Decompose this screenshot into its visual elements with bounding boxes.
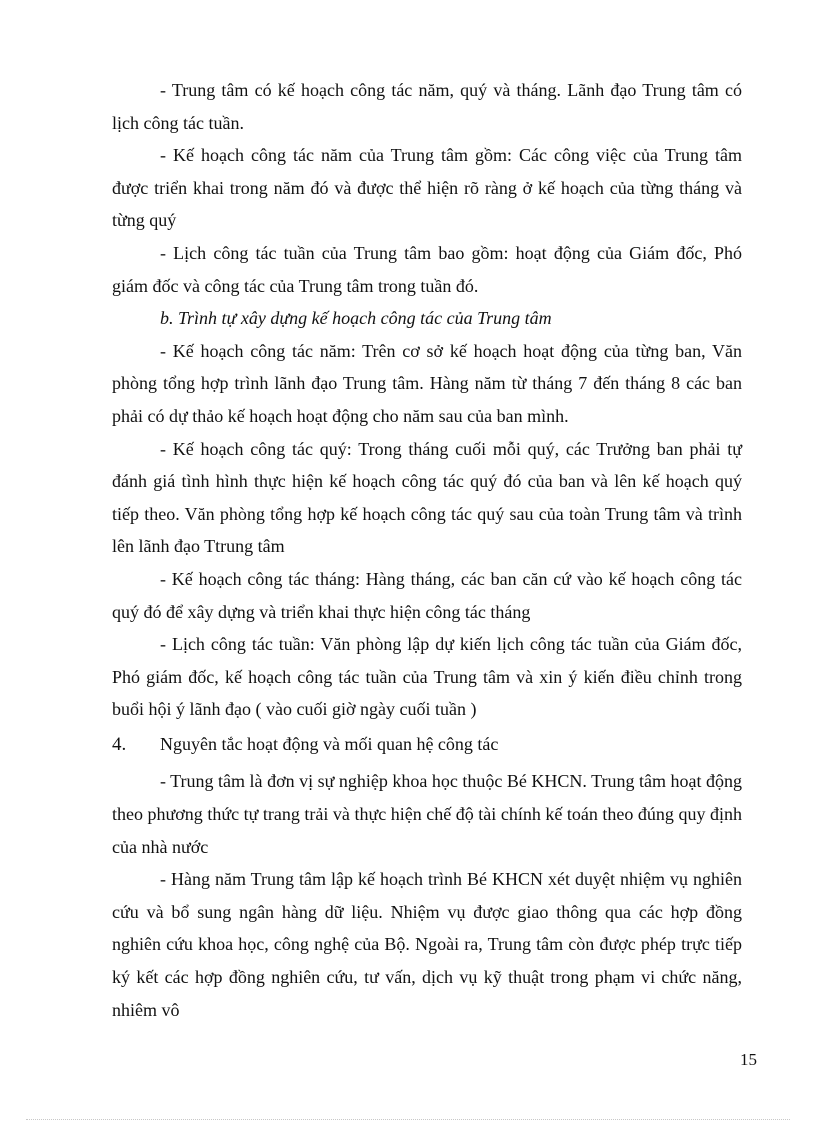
paragraph-annual-plan: - Kế hoạch công tác năm của Trung tâm gồm: Các công việc của Trung tâm được triển khai trong năm đó và được thể hiện rõ ràng ở kế hoạch của từng tháng và từng quý bbox=[112, 145, 742, 231]
paragraph-weekly-schedule: - Lịch công tác tuần của Trung tâm bao gồm: hoạt động của Giám đốc, Phó giám đốc và công tác của Trung tâm trong tuần đó. bbox=[112, 242, 742, 296]
document-page bbox=[112, 74, 742, 1026]
paragraph-operating-principle: - Trung tâm là đơn vị sự nghiệp khoa học thuộc Bé KHCN. Trung tâm hoạt động theo phương thức tự trang trải và thực hiện chế độ tài chính kế toán theo đúng quy định của nhà nước bbox=[112, 771, 742, 857]
page-bottom-divider bbox=[26, 1119, 790, 1120]
paragraph-annual-plan-procedure: - Kế hoạch công tác năm: Trên cơ sở kế hoạch hoạt động của từng ban, Văn phòng tổng hợp trình lãnh đạo Trung tâm. Hàng năm từ tháng 7 đến tháng 8 các ban phải có dự thảo kế hoạch hoạt động cho năm sau của ban mình. bbox=[112, 340, 742, 426]
paragraph-annual-research-plan: - Hàng năm Trung tâm lập kế hoạch trình Bé KHCN xét duyệt nhiệm vụ nghiên cứu và bổ sung ngân hàng dữ liệu. Nhiệm vụ được giao thông qua các hợp đồng nghiên cứu khoa học, công nghệ của Bộ. Ngoài ra, Trung tâm còn được phép trực tiếp ký kết các hợp đồng nghiên cứu, tư vấn, dịch vụ kỹ thuật trong phạm vi chức năng, nhiêm vô bbox=[112, 869, 742, 1020]
paragraph-quarterly-plan-procedure: - Kế hoạch công tác quý: Trong tháng cuối mỗi quý, các Trưởng ban phải tự đánh giá tình hình thực hiện kế hoạch công tác quý đó của ban và lên kế hoạch quý tiếp theo. Văn phòng tổng hợp kế hoạch công tác quý sau của toàn Trung tâm và trình lên lãnh đạo Ttrung tâm bbox=[112, 438, 742, 557]
subheading-plan-procedure: b. Trình tự xây dựng kế hoạch công tác của Trung tâm bbox=[160, 308, 552, 329]
section-number: 4. bbox=[112, 733, 127, 755]
paragraph-weekly-schedule-procedure: - Lịch công tác tuần: Văn phòng lập dự kiến lịch công tác tuần của Giám đốc, Phó giám đốc, kế hoạch công tác tuần của Trung tâm và xin ý kiến điều chỉnh trong buổi hội ý lãnh đạo ( vào cuối giờ ngày cuối tuần ) bbox=[112, 634, 742, 720]
paragraph-work-plan-overview: - Trung tâm có kế hoạch công tác năm, quý và tháng. Lãnh đạo Trung tâm có lịch công tác tuần. bbox=[112, 80, 742, 133]
section-title: Nguyên tắc hoạt động và mối quan hệ công tác bbox=[160, 733, 499, 754]
paragraph-monthly-plan-procedure: - Kế hoạch công tác tháng: Hàng tháng, các ban căn cứ vào kế hoạch công tác quý đó để xây dựng và triển khai thực hiện công tác tháng bbox=[112, 568, 742, 622]
page-number: 15 bbox=[740, 1050, 757, 1069]
section-heading bbox=[112, 728, 742, 762]
